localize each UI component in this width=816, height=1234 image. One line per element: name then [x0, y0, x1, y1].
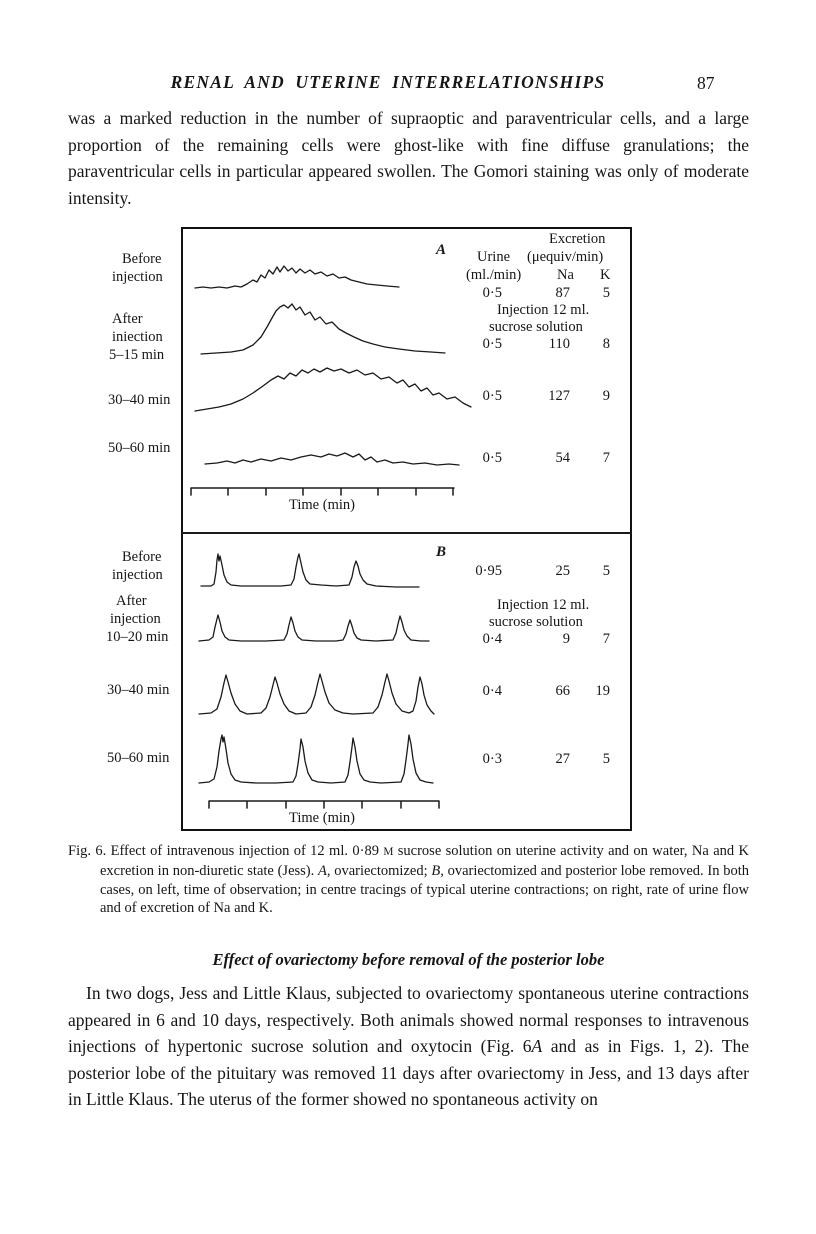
running-head-title: RENAL AND UTERINE INTERRELATIONSHIPS [170, 72, 606, 92]
cell-k: 7 [602, 631, 610, 647]
tracing-b-50-60-min [199, 735, 433, 783]
row-label-a-before: Before [122, 251, 162, 267]
row-label-b-50-60: 50–60 min [107, 750, 170, 766]
page-number: 87 [697, 73, 715, 93]
cell-urine: 0·5 [482, 388, 502, 404]
cell-k: 9 [602, 388, 610, 404]
row-label-b-30-40: 30–40 min [107, 682, 170, 698]
body-paragraph-1: was a marked reduction in the number of supraoptic and paraventricular cells, and a large proportion of the remaining cells were ghost-like with fine diffuse granulations; the paraventricular cells in particular appeared swollen. The Gomori staining was only of moderate intensity. [68, 108, 749, 208]
time-axis-label-a: Time (min) [289, 497, 355, 513]
cell-k: 8 [602, 336, 610, 352]
cell-urine: 0·5 [482, 450, 502, 466]
row-label-b-before2: injection [112, 567, 163, 583]
cell-k: 5 [602, 563, 610, 579]
row-label-a-5-15: 5–15 min [109, 347, 165, 363]
cell-k: 5 [602, 751, 610, 767]
row-label-b-after2: injection [110, 611, 161, 627]
injection-note-a-2: sucrose solution [489, 319, 583, 335]
time-axis-b [209, 801, 439, 808]
time-axis-label-b: Time (min) [289, 810, 355, 826]
panel-b-letter: B [436, 544, 447, 560]
col-header-excretion: Excretion [549, 231, 606, 247]
figure-caption: Fig. 6. Effect of intravenous injection of 12 ml. 0·89 M sucrose solution on uterine activity and on water, Na and K excretion in non-diuretic state (Jess). A, ovariectomized; B, ovariectomized and posterior lobe removed. In both cases, on left, time of observation; in centre tracings of typical uterine contractions; on right, rate of urine flow and of excretion of Na and K. [68, 843, 750, 917]
col-header-na: Na [557, 267, 574, 283]
row-label-a-50-60: 50–60 min [108, 440, 171, 456]
cell-na: 110 [548, 336, 570, 352]
tracing-b-30-40-min [199, 674, 434, 714]
cell-k: 5 [602, 285, 610, 301]
row-label-a-30-40: 30–40 min [108, 392, 171, 408]
injection-note-a-1: Injection 12 ml. [497, 302, 590, 318]
cell-k: 7 [602, 450, 610, 466]
col-header-k: K [600, 267, 611, 283]
cell-urine: 0·95 [475, 563, 502, 579]
row-label-a-after2: iniection [112, 329, 163, 345]
row-label-b-before: Before [122, 549, 162, 565]
panel-a-letter: A [436, 242, 447, 258]
cell-k: 19 [595, 683, 610, 699]
cell-urine: 0·4 [482, 631, 502, 647]
cell-na: 9 [562, 631, 570, 647]
body-paragraph-2: In two dogs, Jess and Little Klaus, subjected to ovariectomy spontaneous uterine contractions appeared in 6 and 10 days, respectively. Both animals showed normal responses to intravenous injections of hypertonic sucrose solution and oxytocin (Fig. 6A and as in Figs. 1, 2). The posterior lobe of the pituitary was removed 11 days after ovariectomy in Jess, and 13 days after in Little Klaus. The uterus of the former showed no spontaneous activity on [68, 983, 749, 1109]
row-label-b-after: After [116, 593, 147, 609]
tracing-a-5-15-min [201, 304, 445, 354]
section-heading: Effect of ovariectomy before removal of the posterior lobe [212, 950, 605, 969]
tracing-b-before-injection [201, 554, 419, 587]
cell-urine: 0·4 [482, 683, 502, 699]
injection-note-b-2: sucrose solution [489, 614, 583, 630]
row-label-a-after: After [112, 311, 143, 327]
col-header-urine: Urine [477, 249, 511, 265]
injection-note-b-1: Injection 12 ml. [497, 597, 590, 613]
col-header-uequiv: (μequiv/min) [527, 249, 604, 265]
cell-na: 127 [548, 388, 570, 404]
tracing-a-30-40-min [195, 368, 471, 411]
col-header-ml-min: (ml./min) [466, 267, 522, 283]
cell-na: 54 [555, 450, 570, 466]
cell-urine: 0·5 [482, 285, 502, 301]
row-label-a-before2: injection [112, 269, 163, 285]
cell-na: 66 [555, 683, 570, 699]
cell-urine: 0·5 [482, 336, 502, 352]
tracing-a-50-60-min [205, 453, 459, 465]
tracing-b-10-20-min [199, 615, 429, 641]
cell-urine: 0·3 [482, 751, 502, 767]
cell-na: 25 [555, 563, 570, 579]
row-label-b-10-20: 10–20 min [106, 629, 169, 645]
cell-na: 27 [555, 751, 570, 767]
time-axis-a [191, 488, 454, 495]
cell-na: 87 [555, 285, 570, 301]
tracing-a-before-injection [195, 266, 399, 288]
